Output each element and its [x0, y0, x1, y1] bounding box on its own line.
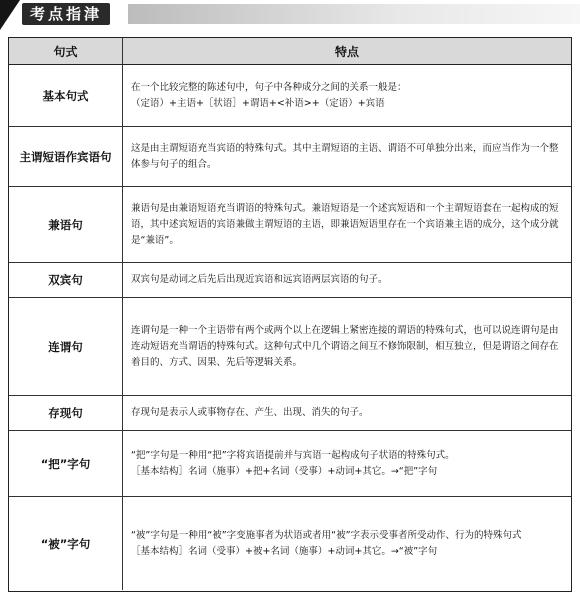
feature-line: “把”字句是一种用“把”字将宾语提前并与宾语一起构成句子状语的特殊句式。 [131, 449, 455, 461]
pattern-name: 双宾句 [9, 263, 123, 297]
feature-line: ［基本结构］名词（受事）+被+名词（施事）+动词+其它。→“被”字句 [131, 545, 438, 557]
feature-line: （定语）+主语+［状语］+谓语+<补语>+（定语）+宾语 [131, 97, 385, 109]
feature-line: 兼语句是由兼语短语充当谓语的特殊句式。兼语短语是一个述宾短语和一个主谓短语套在一起构成的短语，其中述宾短语的宾语兼做主谓短语的主语，即兼语短语里存在一个宾语兼主语的成分，这个成分就是“兼语”。 [131, 202, 559, 246]
pattern-feature [123, 298, 571, 395]
table-row [9, 187, 571, 263]
feature-line: “被”字句是一种用“被”字变施事者为状语或者用“被”字表示受事者所受动作、行为的特殊句式 [131, 529, 522, 541]
banner-gradient-strip [128, 4, 580, 24]
pattern-feature [123, 187, 571, 262]
sentence-pattern-table [8, 37, 572, 592]
banner-title: 考点指津 [22, 3, 110, 25]
pattern-feature [123, 65, 571, 126]
table-row [9, 497, 571, 590]
feature-line: ［基本结构］名词（施事）+把+名词（受事）+动词+其它。→“把”字句 [131, 465, 438, 477]
feature-line: 在一个比较完整的陈述句中，句子中各种成分之间的关系一般是： [131, 81, 407, 93]
pattern-name: 主谓短语作宾语句 [9, 127, 123, 186]
pattern-name: “被”字句 [9, 497, 123, 590]
section-banner [0, 0, 580, 30]
table-row [9, 127, 571, 187]
pattern-name: 基本句式 [9, 65, 123, 126]
pattern-feature [123, 497, 571, 590]
feature-line: 这是由主谓短语充当宾语的特殊句式。其中主谓短语的主语、谓语不可单独分出来，而应当作为一个整体参与句子的组合。 [131, 142, 559, 170]
banner-triangle [0, 0, 20, 30]
table-header [9, 38, 571, 65]
pattern-name: 连谓句 [9, 298, 123, 395]
table-row [9, 263, 571, 298]
pattern-feature [123, 396, 571, 430]
table-row [9, 298, 571, 396]
header-pattern: 句式 [9, 38, 123, 64]
feature-line: 连谓句是一种一个主语带有两个或两个以上在逻辑上紧密连接的谓语的特殊句式，也可以说连谓句是由连动短语充当谓语的特殊句式。这种句式中几个谓语之间互不修饰限制，相互独立，但是谓语之间存在着目的、方式、因果、先后等逻辑关系。 [131, 324, 559, 368]
pattern-name: “把”字句 [9, 431, 123, 496]
table-row [9, 65, 571, 127]
pattern-name: 存现句 [9, 396, 123, 430]
feature-line: 双宾句是动词之后先后出现近宾语和远宾语两层宾语的句子。 [131, 274, 388, 285]
feature-line: 存现句是表示人或事物存在、产生、出现、消失的句子。 [131, 407, 369, 418]
pattern-feature [123, 263, 571, 297]
table-row [9, 396, 571, 431]
pattern-name: 兼语句 [9, 187, 123, 262]
header-feature: 特点 [334, 44, 359, 59]
pattern-feature [123, 431, 571, 496]
table-row [9, 431, 571, 497]
pattern-feature [123, 127, 571, 186]
